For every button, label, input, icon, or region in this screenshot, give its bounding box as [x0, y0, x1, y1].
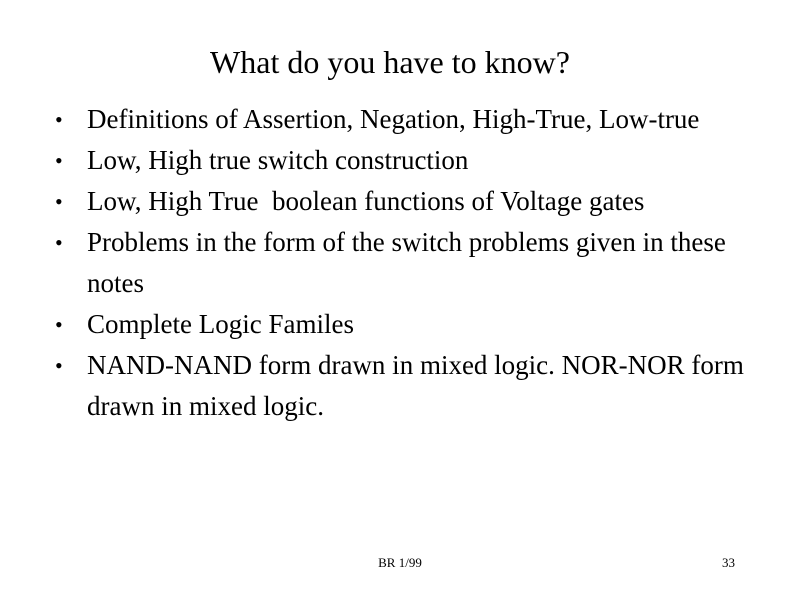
- page-number: 33: [722, 555, 735, 570]
- bullet-icon: •: [55, 353, 63, 378]
- bullet-icon: •: [55, 148, 63, 173]
- bullet-icon: •: [55, 230, 63, 255]
- bullet-item: [55, 345, 755, 427]
- bullet-item: [55, 181, 755, 222]
- bullet-list: [55, 99, 755, 427]
- bullet-text: Problems in the form of the switch problems given in these notes: [87, 227, 726, 298]
- bullet-item: [55, 99, 755, 140]
- bullet-icon: •: [55, 189, 63, 214]
- bullet-item: [55, 140, 755, 181]
- slide-title: What do you have to know?: [210, 44, 570, 80]
- bullet-icon: •: [55, 107, 63, 132]
- bullet-item: [55, 304, 755, 345]
- bullet-text: Definitions of Assertion, Negation, High-True, Low-true: [87, 104, 700, 134]
- bullet-text: NAND-NAND form drawn in mixed logic. NOR-NOR form drawn in mixed logic.: [87, 350, 744, 421]
- bullet-text: Low, High true switch construction: [87, 145, 469, 175]
- bullet-text: Complete Logic Familes: [87, 309, 354, 339]
- bullet-text: Low, High True boolean functions of Voltage gates: [87, 186, 645, 216]
- bullet-item: [55, 222, 755, 304]
- footer-label: BR 1/99: [378, 555, 422, 570]
- bullet-icon: •: [55, 312, 63, 337]
